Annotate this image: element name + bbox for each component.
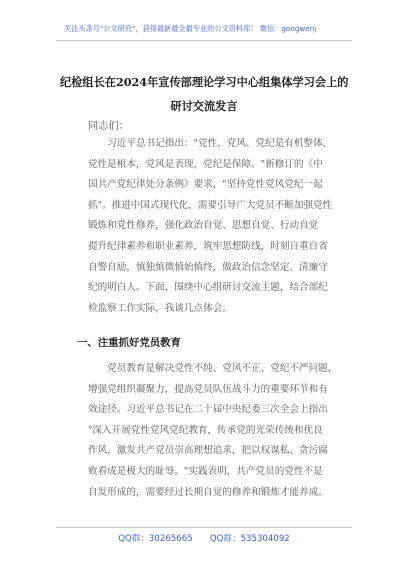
header-note: 关注头条号"公文研究"，获得最新最全最专业的公文资料库！ 微信：gongwenj: [64, 24, 317, 33]
paragraph-line: 党员教育是解决党性不纯、党风不正、党纪不严问题，: [88, 363, 338, 374]
paragraph-line: 增强党组织凝聚力，提高党员队伍战斗力的重要环节和有: [88, 383, 328, 395]
paragraph-line: 习近平总书记指出："党性、党风、党纪是有机整体，: [88, 138, 333, 149]
paragraph-line: 抓"。推进中国式现代化，需要引导广大党员不断加强党性: [88, 199, 333, 211]
document-title: [60, 70, 348, 118]
header-divider: [56, 40, 352, 41]
paragraph-line: 检监察工作实际，我谈几点体会。: [88, 302, 232, 314]
footer-divider: [56, 527, 352, 528]
paragraph-line: 国共产党纪律处分条例》要求，"坚持党性党风党纪一起: [88, 179, 323, 191]
paragraph-line: 自警自励，慎独慎微慎始慎终，做政治信念坚定、清廉守: [88, 261, 328, 273]
salutation: 同志们：: [88, 121, 129, 132]
footer-contact: QQ群：30265665 QQ群：535304092: [118, 534, 290, 544]
paragraph-line: 党性是根本，党风是表现，党纪是保障。"新修订的《中: [88, 158, 323, 170]
paragraph-intro: [88, 134, 334, 319]
paragraph-line: 自发形成的，需要经过长期自觉的修养和锻炼才能养成。: [88, 486, 328, 498]
document-title-line: 研讨交流发言: [170, 99, 238, 113]
document-title-line: 纪检组长在2024年宣传部理论学习中心组集体学习会上的: [60, 75, 349, 89]
paragraph-line: 锻炼和党性修养，强化政治自觉、思想自觉、行动自觉: [88, 220, 319, 232]
paragraph-line: 提升纪律素养和职业素养，筑牢思想防线，时刻自重自省: [88, 240, 328, 252]
paragraph-line: 效途径。习近平总书记在二十届中央纪委三次全会上指出: [88, 404, 328, 416]
paragraph-line: 败看成是极大的耻辱。"实践表明，共产党员的党性不是: [88, 465, 323, 477]
paragraph-line: "深入开展党性党风党纪教育，传承党的光荣传统和优良: [88, 424, 323, 436]
paragraph-line: 纪的明白人。下面，围绕中心组研讨交流主题，结合部纪: [88, 282, 328, 294]
paragraph-line: 作风，激发共产党员崇高理想追求，把以权谋私、贪污腐: [88, 445, 328, 457]
paragraph-section-1: [88, 359, 338, 503]
section-heading: 一、注重抓好党员教育: [77, 337, 181, 349]
